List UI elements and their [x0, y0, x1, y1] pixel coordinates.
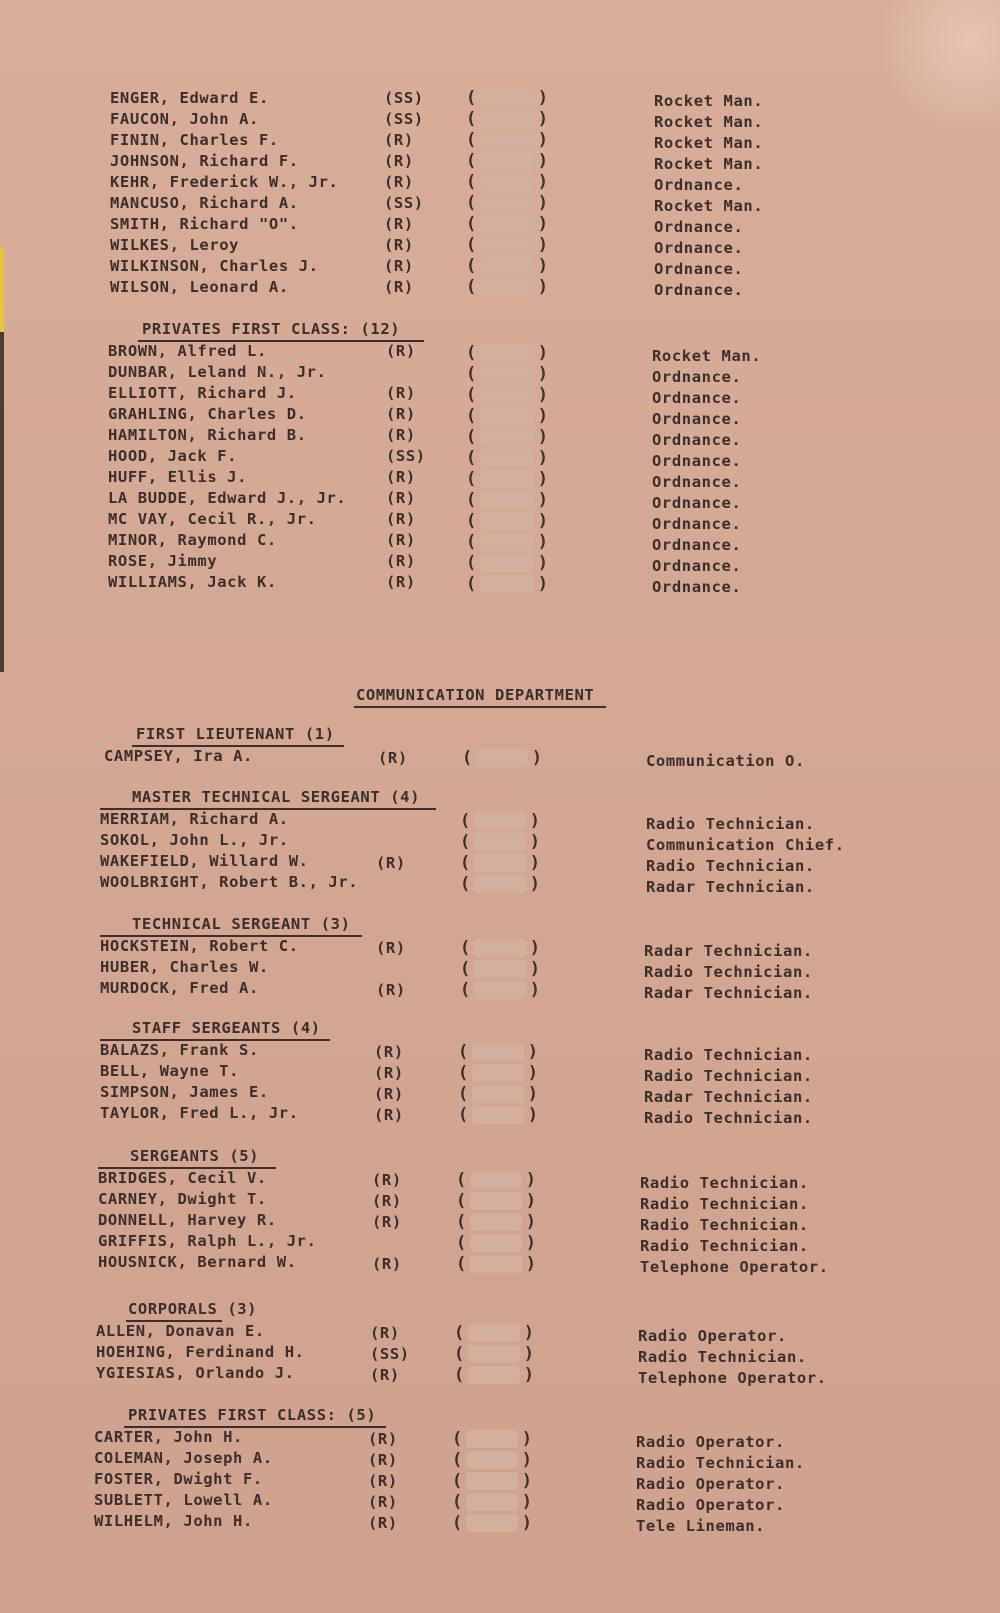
roster-role: Radar Technician. [644, 1088, 813, 1106]
roster-role: Radio Technician. [640, 1174, 809, 1192]
redacted-serial: ( ) [466, 469, 548, 489]
redacted-serial: ( ) [466, 109, 548, 129]
roster-code: (R) [370, 1324, 400, 1342]
roster-code: (R) [384, 278, 414, 296]
redacted-serial: ( ) [460, 874, 540, 894]
paper-wear-mark [850, 0, 1000, 140]
roster-name: JOHNSON, Richard F. [110, 152, 299, 170]
redacted-serial: ( ) [458, 1084, 538, 1104]
redacted-serial: ( ) [466, 151, 548, 171]
roster-name: FAUCON, John A. [110, 110, 259, 128]
roster-name: CARTER, John H. [94, 1428, 243, 1446]
roster-code: (R) [384, 173, 414, 191]
roster-code: (R) [386, 531, 416, 549]
roster-role: Radio Technician. [646, 815, 815, 833]
roster-role: Ordnance. [652, 473, 742, 491]
roster-role: Radio Technician. [640, 1195, 809, 1213]
roster-role: Rocket Man. [654, 134, 764, 152]
roster-role: Rocket Man. [652, 347, 762, 365]
roster-name: HOEHING, Ferdinand H. [96, 1343, 305, 1361]
roster-name: LA BUDDE, Edward J., Jr. [108, 489, 347, 507]
roster-code: (R) [386, 510, 416, 528]
roster-role: Ordnance. [652, 515, 742, 533]
roster-name: HOUSNICK, Bernard W. [98, 1253, 297, 1271]
redacted-serial: ( ) [466, 235, 548, 255]
redacted-serial: ( ) [458, 1063, 538, 1083]
roster-role: Ordnance. [652, 368, 742, 386]
roster-code: (R) [386, 573, 416, 591]
roster-role: Rocket Man. [654, 113, 764, 131]
roster-code: (SS) [370, 1345, 410, 1363]
roster-code: (R) [376, 981, 406, 999]
redacted-serial: ( ) [466, 553, 548, 573]
roster-name: SUBLETT, Lowell A. [94, 1491, 273, 1509]
roster-code: (SS) [384, 89, 424, 107]
redacted-serial: ( ) [466, 256, 548, 276]
redacted-serial: ( ) [466, 574, 548, 594]
roster-code: (R) [370, 1366, 400, 1384]
roster-role: Ordnance. [654, 239, 744, 257]
redacted-serial: ( ) [460, 980, 540, 1000]
roster-name: WILKES, Leroy [110, 236, 240, 254]
roster-code: (R) [384, 215, 414, 233]
roster-role: Rocket Man. [654, 92, 764, 110]
roster-role: Rocket Man. [654, 197, 764, 215]
redacted-serial: ( ) [456, 1233, 536, 1253]
roster-name: WILLIAMS, Jack K. [108, 573, 277, 591]
group-heading: STAFF SERGEANTS (4) [132, 1019, 321, 1037]
roster-name: GRIFFIS, Ralph L., Jr. [98, 1232, 317, 1250]
redacted-serial: ( ) [454, 1365, 534, 1385]
redacted-serial: ( ) [456, 1254, 536, 1274]
roster-role: Radar Technician. [646, 878, 815, 896]
roster-code: (R) [372, 1192, 402, 1210]
roster-role: Radio Operator. [638, 1327, 787, 1345]
roster-code: (R) [386, 468, 416, 486]
redacted-serial: ( ) [456, 1170, 536, 1190]
roster-code: (R) [368, 1514, 398, 1532]
roster-code: (R) [384, 131, 414, 149]
roster-code: (SS) [384, 194, 424, 212]
roster-role: Radio Technician. [644, 1067, 813, 1085]
redacted-serial: ( ) [460, 938, 540, 958]
redacted-serial: ( ) [466, 490, 548, 510]
redacted-serial: ( ) [466, 385, 548, 405]
roster-code: (R) [376, 854, 406, 872]
roster-role: Ordnance. [652, 452, 742, 470]
roster-name: BRIDGES, Cecil V. [98, 1169, 267, 1187]
roster-name: CARNEY, Dwight T. [98, 1190, 267, 1208]
redacted-serial: ( ) [456, 1212, 536, 1232]
roster-name: TAYLOR, Fred L., Jr. [100, 1104, 299, 1122]
redacted-serial: ( ) [452, 1429, 532, 1449]
roster-role: Radio Technician. [640, 1237, 809, 1255]
roster-role: Rocket Man. [654, 155, 764, 173]
roster-code: (R) [374, 1085, 404, 1103]
roster-name: MERRIAM, Richard A. [100, 810, 289, 828]
roster-role: Tele Lineman. [636, 1517, 766, 1535]
roster-code: (R) [372, 1171, 402, 1189]
roster-code: (R) [386, 426, 416, 444]
roster-code: (R) [378, 749, 408, 767]
roster-code: (R) [374, 1064, 404, 1082]
roster-code: (R) [384, 257, 414, 275]
roster-name: WOOLBRIGHT, Robert B., Jr. [100, 873, 359, 891]
roster-name: ALLEN, Donavan E. [96, 1322, 265, 1340]
redacted-serial: ( ) [460, 811, 540, 831]
roster-role: Ordnance. [654, 176, 744, 194]
roster-role: Radar Technician. [644, 942, 813, 960]
redacted-serial: ( ) [466, 406, 548, 426]
redacted-serial: ( ) [466, 448, 548, 468]
roster-name: HUFF, Ellis J. [108, 468, 248, 486]
redacted-serial: ( ) [466, 172, 548, 192]
redacted-serial: ( ) [454, 1344, 534, 1364]
group-heading: PRIVATES FIRST CLASS: (5) [128, 1406, 377, 1424]
roster-name: BROWN, Alfred L. [108, 342, 267, 360]
roster-role: Radio Operator. [636, 1475, 785, 1493]
roster-role: Communication Chief. [646, 836, 845, 854]
roster-name: WILSON, Leonard A. [110, 278, 289, 296]
roster-name: HAMILTON, Richard B. [108, 426, 307, 444]
roster-name: KEHR, Frederick W., Jr. [110, 173, 339, 191]
roster-name: MC VAY, Cecil R., Jr. [108, 510, 317, 528]
roster-name: YGIESIAS, Orlando J. [96, 1364, 295, 1382]
roster-role: Ordnance. [652, 494, 742, 512]
roster-role: Radio Technician. [646, 857, 815, 875]
roster-name: HUBER, Charles W. [100, 958, 269, 976]
edge-strip-dark [0, 332, 4, 672]
roster-name: GRAHLING, Charles D. [108, 405, 307, 423]
group-heading: TECHNICAL SERGEANT (3) [132, 915, 351, 933]
roster-code: (R) [368, 1472, 398, 1490]
roster-name: MURDOCK, Fred A. [100, 979, 259, 997]
roster-role: Radio Technician. [636, 1454, 805, 1472]
roster-name: ELLIOTT, Richard J. [108, 384, 297, 402]
roster-code: (R) [384, 152, 414, 170]
redacted-serial: ( ) [460, 832, 540, 852]
roster-name: FININ, Charles F. [110, 131, 279, 149]
department-title-underline [354, 706, 606, 708]
roster-role: Ordnance. [652, 578, 742, 596]
roster-role: Radio Technician. [644, 1109, 813, 1127]
roster-name: SIMPSON, James E. [100, 1083, 269, 1101]
roster-code: (R) [386, 342, 416, 360]
roster-name: MANCUSO, Richard A. [110, 194, 299, 212]
group-heading: FIRST LIEUTENANT (1) [136, 725, 335, 743]
roster-role: Ordnance. [654, 281, 744, 299]
roster-name: ROSE, Jimmy [108, 552, 218, 570]
roster-name: HOOD, Jack F. [108, 447, 238, 465]
roster-role: Radio Technician. [640, 1216, 809, 1234]
redacted-serial: ( ) [452, 1450, 532, 1470]
redacted-serial: ( ) [460, 853, 540, 873]
roster-code: (R) [368, 1451, 398, 1469]
redacted-serial: ( ) [452, 1492, 532, 1512]
roster-code: (R) [372, 1255, 402, 1273]
roster-code: (R) [368, 1493, 398, 1511]
roster-role: Ordnance. [652, 410, 742, 428]
redacted-serial: ( ) [466, 193, 548, 213]
redacted-serial: ( ) [466, 88, 548, 108]
redacted-serial: ( ) [466, 130, 548, 150]
roster-name: SMITH, Richard "O". [110, 215, 299, 233]
roster-role: Ordnance. [652, 536, 742, 554]
group-heading: CORPORALS (3) [128, 1300, 258, 1318]
roster-name: WAKEFIELD, Willard W. [100, 852, 309, 870]
roster-code: (R) [386, 405, 416, 423]
roster-role: Radar Technician. [644, 984, 813, 1002]
roster-name: DONNELL, Harvey R. [98, 1211, 277, 1229]
roster-code: (R) [374, 1106, 404, 1124]
roster-code: (R) [372, 1213, 402, 1231]
roster-code: (R) [386, 489, 416, 507]
roster-name: SOKOL, John L., Jr. [100, 831, 289, 849]
roster-role: Radio Operator. [636, 1496, 785, 1514]
department-title: COMMUNICATION DEPARTMENT [356, 686, 595, 704]
roster-role: Radio Operator. [636, 1433, 785, 1451]
redacted-serial: ( ) [466, 277, 548, 297]
redacted-serial: ( ) [452, 1471, 532, 1491]
roster-role: Ordnance. [652, 557, 742, 575]
group-heading: MASTER TECHNICAL SERGEANT (4) [132, 788, 421, 806]
roster-code: (R) [368, 1430, 398, 1448]
roster-code: (R) [376, 939, 406, 957]
redacted-serial: ( ) [460, 959, 540, 979]
roster-name: WILHELM, John H. [94, 1512, 253, 1530]
roster-name: DUNBAR, Leland N., Jr. [108, 363, 327, 381]
edge-strip-yellow [0, 248, 4, 332]
redacted-serial: ( ) [466, 364, 548, 384]
roster-code: (R) [374, 1043, 404, 1061]
roster-role: Ordnance. [654, 260, 744, 278]
redacted-serial: ( ) [462, 748, 542, 768]
section-heading: PRIVATES FIRST CLASS: (12) [142, 320, 401, 338]
roster-role: Radio Technician. [638, 1348, 807, 1366]
roster-role: Telephone Operator. [640, 1258, 829, 1276]
roster-role: Ordnance. [654, 218, 744, 236]
roster-name: FOSTER, Dwight F. [94, 1470, 263, 1488]
redacted-serial: ( ) [466, 214, 548, 234]
roster-code: (SS) [384, 110, 424, 128]
redacted-serial: ( ) [466, 532, 548, 552]
redacted-serial: ( ) [466, 343, 548, 363]
redacted-serial: ( ) [466, 511, 548, 531]
roster-role: Radio Technician. [644, 1046, 813, 1064]
roster-name: BELL, Wayne T. [100, 1062, 240, 1080]
roster-role: Ordnance. [652, 389, 742, 407]
redacted-serial: ( ) [456, 1191, 536, 1211]
roster-code: (R) [386, 384, 416, 402]
redacted-serial: ( ) [452, 1513, 532, 1533]
redacted-serial: ( ) [458, 1042, 538, 1062]
roster-role: Communication O. [646, 752, 805, 770]
roster-code: (R) [386, 552, 416, 570]
roster-name: COLEMAN, Joseph A. [94, 1449, 273, 1467]
roster-code: (SS) [386, 447, 426, 465]
roster-name: MINOR, Raymond C. [108, 531, 277, 549]
roster-name: CAMPSEY, Ira A. [104, 747, 253, 765]
roster-name: HOCKSTEIN, Robert C. [100, 937, 299, 955]
roster-role: Telephone Operator. [638, 1369, 827, 1387]
redacted-serial: ( ) [466, 427, 548, 447]
group-heading: SERGEANTS (5) [130, 1147, 260, 1165]
redacted-serial: ( ) [454, 1323, 534, 1343]
roster-name: BALAZS, Frank S. [100, 1041, 259, 1059]
roster-name: ENGER, Edward E. [110, 89, 269, 107]
roster-role: Radio Technician. [644, 963, 813, 981]
roster-code: (R) [384, 236, 414, 254]
redacted-serial: ( ) [458, 1105, 538, 1125]
roster-name: WILKINSON, Charles J. [110, 257, 319, 275]
roster-role: Ordnance. [652, 431, 742, 449]
